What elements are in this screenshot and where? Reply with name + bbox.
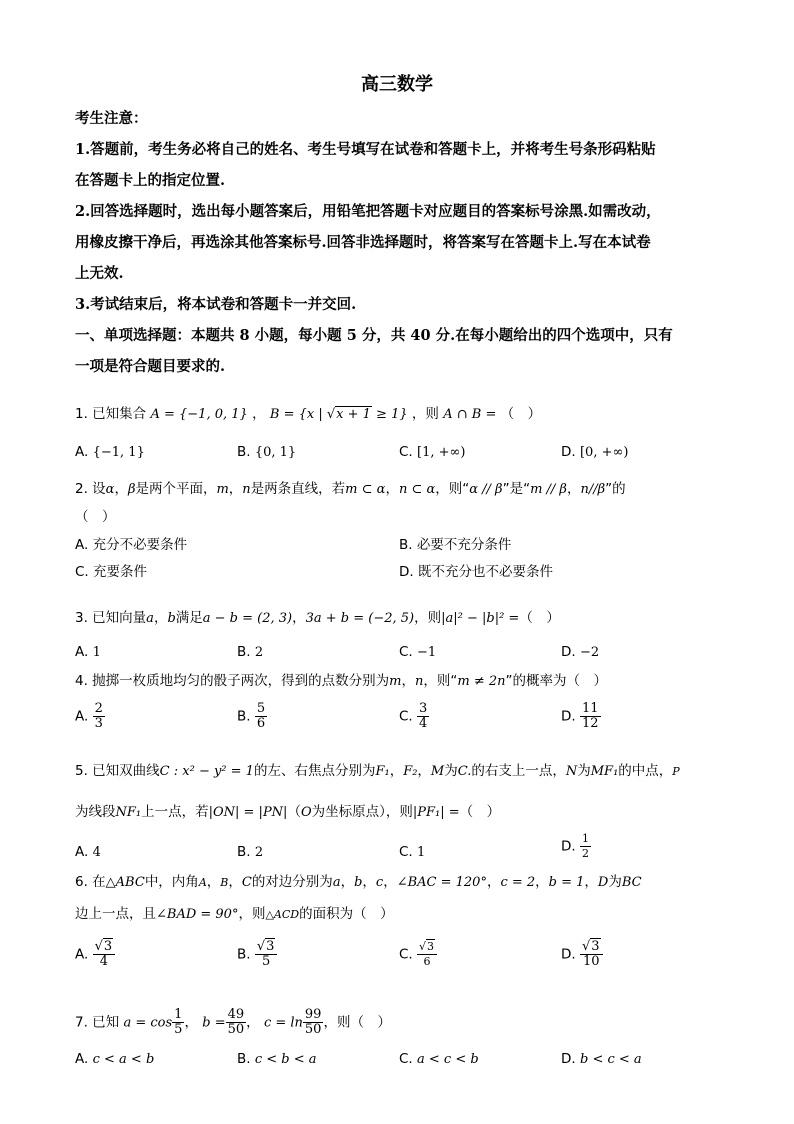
q2-comma-1: ， (114, 481, 128, 497)
question-5-stem-line-2 (75, 803, 500, 822)
q5-o: O (300, 805, 312, 820)
q5-option-a-value: 4 (92, 845, 101, 860)
question-5-stem-line-1 (75, 762, 680, 781)
q4-m: m (389, 674, 402, 689)
q4-option-d-numerator: 11 (581, 701, 599, 716)
q6-option-c-fraction (417, 940, 437, 969)
q6-option-b-radicand: 3 (266, 939, 275, 954)
q2-comma-2: ， (228, 481, 243, 497)
q1-option-b-label: B. (237, 444, 251, 460)
q5-text-3: 的右支上一点， (471, 763, 566, 779)
q5-line2-text-b: 上一点，若 (141, 804, 209, 820)
q7-a-fraction (172, 1008, 184, 1037)
q2-beta: β (127, 482, 136, 497)
q2-option-a[interactable]: A. 充分不必要条件 (75, 537, 188, 553)
q7-a-numerator: 1 (174, 1007, 183, 1022)
q5-text-2: 为 (444, 763, 458, 779)
question-1-stem (75, 405, 541, 424)
q5-f1: F₁ (375, 764, 390, 779)
q6-angle-bad: ∠BAD = 90° (156, 907, 239, 922)
q1-option-d-label: D. (561, 444, 576, 460)
q5-comma-2: ， (417, 763, 431, 779)
q6-option-c-label: C. (399, 946, 413, 963)
q4-text-2: ，则“ (423, 673, 458, 689)
q4-option-c-label: C. (399, 708, 413, 725)
q5-comma-1: ， (389, 763, 404, 779)
q6-option-d-numerator: √3 (580, 940, 603, 955)
q5-f2: F₂ (403, 764, 418, 779)
q6-comma-1: ， (206, 874, 221, 890)
q5-mf1: MF₁ (590, 764, 619, 779)
q6-b-vertex: B (220, 876, 229, 889)
q7-option-a-label: A. (75, 1051, 89, 1067)
question-6-stem-line-2 (75, 905, 394, 924)
q6-option-d-denominator: 10 (583, 954, 600, 969)
q5-p: P (672, 765, 680, 778)
q5-prefix: 5. 已知双曲线 (75, 763, 160, 779)
q5-option-a[interactable] (75, 843, 101, 862)
q4-option-c-denominator: 4 (419, 716, 428, 731)
q3-option-c[interactable] (399, 643, 436, 662)
q7-b-numerator: 49 (227, 1007, 245, 1022)
q2-option-d[interactable]: D. 既不充分也不必要条件 (399, 564, 553, 580)
q3-vector-b: b (167, 611, 176, 626)
q3-comma-1: ， (153, 610, 168, 626)
q4-option-c-fraction (417, 702, 429, 731)
q5-option-d-denominator: 2 (581, 847, 589, 860)
q4-option-b-label: B. (237, 708, 251, 725)
q6-option-c-numerator: √3 (417, 940, 437, 955)
q4-comma: ， (401, 673, 415, 689)
q6-option-a-radicand: 3 (103, 939, 113, 954)
q7-option-a-value: c < a < b (92, 1052, 155, 1067)
q3-text-2: ，则 (414, 610, 442, 626)
q1-sep: ， (252, 406, 266, 422)
q3-option-b-label: B. (237, 644, 251, 660)
q4-option-d-fraction (580, 702, 601, 731)
q6-c-vertex: C (241, 875, 252, 890)
q1-option-a-label: A. (75, 444, 89, 460)
q4-text-1: 4. 抛掷一枚质地均匀的骰子两次，得到的点数分别为 (75, 673, 390, 689)
q3-option-b-value: 2 (254, 645, 264, 660)
q3-end: （ ） (519, 610, 560, 626)
q2-comma-3: ， (385, 481, 399, 497)
q5-option-c-value: 1 (417, 845, 426, 860)
q1-option-a-value: {−1, 1} (92, 445, 145, 460)
question-3-stem (75, 609, 560, 628)
q7-b-denominator: 50 (227, 1022, 245, 1037)
q6-side-c: c (375, 875, 384, 890)
q7-option-c-value: a < c < b (417, 1052, 479, 1067)
q1-set-b-radicand: x + 1 (336, 407, 371, 422)
q2-comma-4: ， (566, 481, 581, 497)
q5-ask: |PF₁| = (412, 805, 460, 820)
q5-option-d-label: D. (561, 838, 576, 855)
q6-comma-4: ， (362, 874, 376, 890)
q6-line2-text-b: ，则 (238, 906, 266, 922)
q3-equation-2: 3a + b = (−2, 5) (305, 611, 415, 626)
q4-option-a[interactable] (75, 702, 105, 731)
section-heading-line-2: 一项是符合题目要求的. (75, 358, 226, 375)
q5-option-a-label: A. (75, 844, 89, 860)
q2-text-5: ”的 (605, 481, 626, 497)
q7-option-b[interactable] (237, 1050, 317, 1069)
q6-option-b[interactable] (237, 940, 277, 969)
q6-option-d-radicand: 3 (591, 939, 600, 954)
q2-m: m (216, 482, 229, 497)
q4-option-c-numerator: 3 (419, 701, 428, 716)
q2-alpha: α (105, 482, 115, 497)
q3-option-c-label: C. (399, 644, 413, 660)
q7-c-fraction (303, 1008, 324, 1037)
q5-option-b-value: 2 (254, 845, 264, 860)
q7-option-b-label: B. (237, 1051, 251, 1067)
q6-comma-5: ， (383, 874, 397, 890)
q7-c-expression: c = ln (263, 1015, 303, 1031)
q3-prefix: 3. 已知向量 (75, 610, 147, 626)
q4-option-a-denominator: 3 (94, 716, 103, 731)
notice-item-1-line-1: 1.答题前，考生务必将自己的姓名、考生号填写在试卷和答题卡上，并将考生号条形码粘贴 (75, 141, 656, 158)
q1-set-a: A = {−1, 0, 1} (150, 407, 248, 422)
q2-text-1: 是两个平面， (135, 481, 217, 497)
q6-side-a: a (332, 875, 341, 890)
q5-m: M (430, 764, 445, 779)
q5-text-4: 为 (577, 763, 591, 779)
q6-option-b-numerator: √3 (255, 940, 278, 955)
q1-option-d[interactable] (561, 443, 628, 462)
q3-option-d-label: D. (561, 644, 576, 660)
q7-option-c[interactable] (399, 1050, 479, 1069)
q6-option-c[interactable] (399, 940, 437, 969)
notice-item-2-line-2: 用橡皮擦干净后，再选涂其他答案标号.回答非选择题时，将答案写在答题卡上.写在本试卷 (75, 234, 651, 251)
q1-option-d-value: [0, +∞) (579, 445, 629, 460)
q4-option-b[interactable] (237, 702, 267, 731)
q1-end: （ ） (500, 406, 542, 422)
q3-vector-a: a (146, 611, 154, 626)
q6-comma-2: ， (228, 874, 242, 890)
q7-c-denominator: 50 (304, 1022, 322, 1037)
q7-option-b-value: c < b < a (254, 1052, 317, 1067)
q6-option-b-label: B. (237, 946, 251, 963)
notice-heading: 考生注意： (75, 110, 148, 127)
q4-option-c[interactable] (399, 702, 429, 731)
q7-b-fraction (226, 1008, 247, 1037)
q1-option-b-value: {0, 1} (254, 445, 297, 460)
q2-proposition-p: α // β (469, 482, 503, 497)
question-6-stem-line-1 (75, 873, 642, 892)
q6-comma-8: ， (584, 874, 598, 890)
q6-option-b-fraction (255, 940, 278, 969)
q4-option-d-denominator: 12 (581, 716, 599, 731)
q3-option-a-label: A. (75, 644, 89, 660)
q1-option-c[interactable] (399, 443, 465, 462)
q2-n: n (242, 482, 251, 497)
q2-condition-2: n ⊂ α (398, 482, 436, 497)
q7-option-c-label: C. (399, 1051, 413, 1067)
q7-option-d[interactable] (561, 1050, 642, 1069)
q2-proposition-q2: n//β (580, 482, 606, 497)
q4-option-b-numerator: 5 (256, 701, 266, 716)
q3-option-d[interactable] (561, 643, 599, 662)
question-7-stem (75, 1008, 391, 1037)
q3-expression: |a|² − |b|² = (441, 611, 520, 626)
q5-option-d-numerator: 1 (581, 832, 589, 845)
q4-option-b-denominator: 6 (256, 716, 266, 731)
q4-option-a-label: A. (75, 708, 89, 725)
q2-prefix: 2. 设 (75, 481, 106, 497)
q5-text-5: 的中点， (618, 763, 673, 779)
q7-c-numerator: 99 (304, 1007, 322, 1022)
q5-option-c-label: C. (399, 844, 413, 860)
q3-equation-1: a − b = (2, 3) (202, 611, 293, 626)
notice-item-2-line-1: 2.回答选择题时，选出每小题答案后，用铅笔把答题卡对应题目的答案标号涂黑.如需改动， (75, 203, 661, 220)
q4-option-b-fraction (255, 702, 267, 731)
q2-condition-1: m ⊂ α (345, 482, 386, 497)
q6-comma-7: ， (535, 874, 549, 890)
q6-text-2: 的对边分别为 (251, 874, 333, 890)
q6-comma-3: ， (340, 874, 355, 890)
q5-option-b[interactable] (237, 843, 263, 862)
q5-line2-text-c: （ (287, 804, 301, 820)
q1-option-c-label: C. (399, 444, 413, 460)
q7-option-d-label: D. (561, 1051, 576, 1067)
question-4-stem (75, 672, 607, 691)
q2-text-3: ，则“ (435, 481, 470, 497)
q6-option-a[interactable] (75, 940, 115, 969)
q6-option-a-numerator: √3 (93, 940, 116, 955)
q5-hyperbola-equation: C : x² − y² = 1 (159, 764, 254, 779)
q5-line2-text-d: 为坐标原点），则 (311, 804, 413, 820)
q4-condition: m ≠ 2n (457, 674, 506, 689)
q5-c: C. (457, 764, 472, 779)
q6-option-c-radicand: 3 (427, 940, 435, 953)
q6-prefix: 6. 在 (75, 874, 106, 890)
q3-text-1: 满足 (175, 610, 203, 626)
q5-nf1: NF₁ (115, 805, 142, 820)
q6-angle-bac: ∠BAC = 120° (396, 875, 487, 890)
q2-text-4: ”是“ (502, 481, 531, 497)
q7-a-expression: a = cos (123, 1015, 173, 1031)
q6-option-a-fraction (93, 940, 116, 969)
q5-option-b-label: B. (237, 844, 251, 860)
q6-comma-6: ， (486, 874, 501, 890)
q5-text-1: 的左、右焦点分别为 (253, 763, 376, 779)
q7-option-d-value: b < c < a (579, 1052, 642, 1067)
q4-option-d-label: D. (561, 708, 576, 725)
q6-triangle: △ABC (105, 875, 145, 890)
q6-option-b-denominator: 5 (262, 954, 271, 969)
q1-option-a[interactable] (75, 443, 145, 462)
q6-option-a-denominator: 4 (99, 954, 109, 969)
q4-option-a-fraction (93, 702, 105, 731)
q7-comma-2: ， (246, 1014, 260, 1031)
q3-option-a-value: 1 (92, 645, 101, 660)
q2-answer-bracket: （ ） (75, 509, 116, 525)
q1-option-c-value: [1, +∞) (417, 445, 466, 460)
q7-comma-1: ， (184, 1014, 198, 1031)
q6-option-d-fraction (580, 940, 603, 969)
q5-end: （ ） (459, 804, 501, 820)
section-heading-line-1: 一、单项选择题：本题共 8 小题，每小题 5 分，共 40 分.在每小题给出的四个选项中，只有 (75, 327, 673, 344)
q1-set-b-pre: B = {x | (269, 407, 327, 422)
q5-option-c[interactable] (399, 843, 425, 862)
q4-n: n (415, 674, 424, 689)
q7-option-a[interactable] (75, 1050, 154, 1069)
q3-option-c-value: −1 (417, 645, 437, 660)
q7-b-expression: b = (202, 1015, 226, 1031)
q6-c-equation: c = 2 (500, 875, 536, 890)
q6-option-c-denominator: 6 (423, 955, 431, 968)
q6-a-vertex: A (198, 876, 207, 889)
q4-option-d[interactable] (561, 702, 601, 731)
q6-side-b: b (354, 875, 363, 890)
q6-option-d-label: D. (561, 946, 576, 963)
q6-point-d: D (597, 875, 609, 890)
q7-prefix: 7. 已知 (75, 1014, 120, 1031)
q6-text-3: 为 (608, 874, 622, 890)
q5-condition: |ON| = |PN| (208, 805, 288, 820)
q1-mid: ，则 (411, 406, 439, 422)
q4-text-3: ”的概率为（ ） (505, 673, 608, 689)
q7-text: ，则（ ） (323, 1014, 391, 1031)
q7-a-denominator: 5 (174, 1022, 183, 1037)
q6-text-1: 中，内角 (144, 874, 199, 890)
q2-text-2: 是两条直线，若 (250, 481, 346, 497)
q6-line2-text-c: 的面积为（ ） (299, 906, 394, 922)
q1-option-b[interactable] (237, 443, 296, 462)
q1-expr: A ∩ B = (443, 407, 497, 422)
q6-b-equation: b = 1 (548, 875, 585, 890)
q2-proposition-q: m // β (530, 482, 567, 497)
q3-option-a[interactable] (75, 643, 101, 662)
q3-comma-2: ， (292, 610, 306, 626)
q6-segment-bc: BC (621, 875, 642, 890)
q6-option-d[interactable] (561, 940, 603, 969)
q5-option-d-fraction (580, 832, 591, 861)
q2-option-c[interactable]: C. 充要条件 (75, 564, 148, 580)
question-2-stem (75, 480, 626, 499)
q2-option-b[interactable]: B. 必要不充分条件 (399, 537, 512, 553)
q6-triangle-acd: △ACD (265, 908, 300, 921)
q6-option-a-label: A. (75, 946, 89, 963)
q5-option-d[interactable] (561, 832, 591, 861)
q6-line2-text-a: 边上一点，且 (75, 906, 156, 922)
q1-set-b: B = {x | √x + 1 ≥ 1} (269, 407, 408, 422)
q4-option-a-numerator: 2 (94, 701, 103, 716)
notice-item-3: 3.考试结束后，将本试卷和答题卡一并交回. (75, 296, 357, 313)
q5-line2-text-a: 为线段 (75, 804, 116, 820)
q1-set-b-post: ≥ 1} (371, 407, 408, 422)
exam-title: 高三数学 (361, 74, 433, 95)
q3-option-b[interactable] (237, 643, 263, 662)
q3-option-d-value: −2 (579, 645, 600, 660)
notice-item-2-line-3: 上无效. (75, 265, 124, 282)
notice-item-1-line-2: 在答题卡上的指定位置. (75, 172, 226, 189)
q1-prefix: 1. 已知集合 (75, 406, 147, 422)
q5-n: N (565, 764, 578, 779)
